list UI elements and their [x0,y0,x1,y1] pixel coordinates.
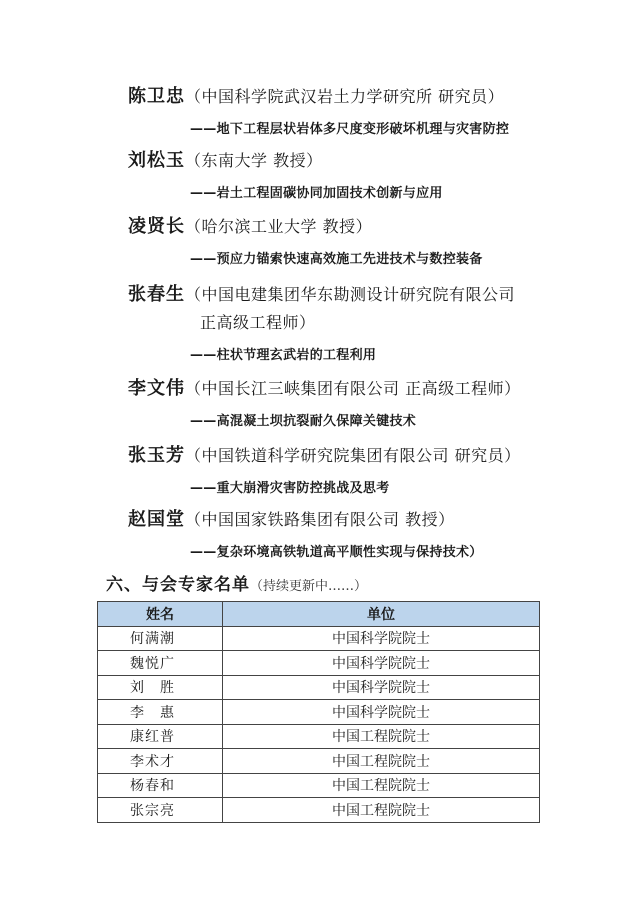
speaker-topic: ——重大崩滑灾害防控挑战及思考 [190,481,390,496]
expert-table [97,601,540,823]
expert-unit: 中国科学院院士 [223,651,540,676]
expert-unit: 中国工程院院士 [223,749,540,774]
speaker-affiliation: （东南大学 教授） [185,151,323,170]
column-header-name: 姓名 [98,602,223,627]
speaker-affiliation-cont: 正高级工程师） [200,313,316,332]
speaker-block [128,284,548,363]
expert-name: 魏悦广 [98,651,223,676]
speaker-affiliation: （中国铁道科学研究院集团有限公司 研究员） [185,446,521,465]
speaker-affiliation: （中国科学院武汉岩土力学研究所 研究员） [185,87,505,106]
speaker-topic: ——地下工程层状岩体多尺度变形破坏机理与灾害防控 [190,122,510,137]
column-header-unit: 单位 [223,602,540,627]
speaker-affiliation: （哈尔滨工业大学 教授） [185,217,373,236]
speaker-block [128,86,548,137]
table-row [98,798,540,823]
expert-unit: 中国工程院院士 [223,724,540,749]
expert-name: 张宗亮 [98,798,223,823]
expert-name: 何满潮 [98,626,223,651]
expert-unit: 中国工程院院士 [223,798,540,823]
speaker-name: 李文伟 [128,378,185,399]
speaker-topic: ——复杂环境高铁轨道高平顺性实现与保持技术） [190,545,483,560]
expert-name: 李术才 [98,749,223,774]
expert-unit: 中国科学院院士 [223,700,540,725]
expert-name: 李 惠 [98,700,223,725]
speaker-affiliation: （中国国家铁路集团有限公司 教授） [185,510,455,529]
speaker-block [128,216,548,267]
speaker-name: 刘松玉 [128,150,185,171]
speaker-topic: ——岩土工程固碳协同加固技术创新与应用 [190,186,443,201]
speaker-name: 张春生 [128,284,185,305]
speaker-affiliation: （中国电建集团华东勘测设计研究院有限公司 [185,285,516,304]
speaker-topic: ——预应力锚索快速高效施工先进技术与数控装备 [190,252,483,267]
speaker-name: 张玉芳 [128,445,185,466]
table-row [98,675,540,700]
speaker-name: 赵国堂 [128,509,185,530]
section-heading [106,570,367,595]
table-row [98,626,540,651]
table-row [98,749,540,774]
speaker-name: 陈卫忠 [128,86,185,107]
speaker-block [128,378,548,429]
speaker-block [128,509,548,560]
expert-unit: 中国科学院院士 [223,626,540,651]
speaker-topic: ——高混凝土坝抗裂耐久保障关键技术 [190,414,417,429]
expert-name: 刘 胜 [98,675,223,700]
speaker-name: 凌贤长 [128,216,185,237]
section-title: 六、与会专家名单 [106,575,250,595]
speaker-affiliation: （中国长江三峡集团有限公司 正高级工程师） [185,379,521,398]
table-header-row [98,602,540,627]
expert-name: 杨春和 [98,773,223,798]
speaker-block [128,445,548,496]
section-note: （持续更新中……） [250,579,368,594]
speaker-block [128,150,548,201]
expert-unit: 中国工程院院士 [223,773,540,798]
expert-unit: 中国科学院院士 [223,675,540,700]
table-row [98,724,540,749]
expert-name: 康红普 [98,724,223,749]
table-row [98,773,540,798]
speaker-topic: ——柱状节理玄武岩的工程利用 [190,348,377,363]
table-row [98,651,540,676]
table-row [98,700,540,725]
